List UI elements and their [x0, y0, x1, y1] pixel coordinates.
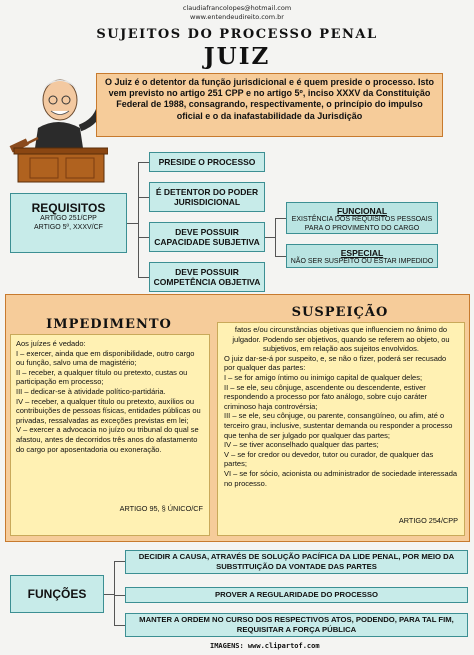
funcional-box: [286, 202, 438, 234]
funcao-item: MANTER A ORDEM NO CURSO DOS RESPECTIVOS ATOS, PODENDO, PARA TAL FIM, REQUISITAR A FORÇA PÚBLICA: [125, 613, 468, 637]
suspeicao-line: O juiz dar-se-á por suspeito, e, se não o fizer, poderá ser recusado por qualquer das partes:: [224, 353, 447, 373]
suspeicao-line: III – se ele, seu cônjuge, ou parente, consangüíneo, ou afim, até o terceiro grau, inclusive, sustentar demanda ou responder a processo que tenha de ser julgado por qualquer das partes;: [224, 411, 453, 440]
funcional-text: EXISTÊNCIA DOS REQUISITOS PESSOAIS PARA O PROVIMENTO DO CARGO: [291, 216, 433, 232]
requisito-item: DEVE POSSUIR COMPETÊNCIA OBJETIVA: [149, 262, 265, 292]
intro-text: O Juiz é o detentor da função jurisdicional e é quem preside o processo. Isto vem previsto no artigo 251 CPP e no artigo 5º, inciso XXXV da Constituição Federal de 1988, consagrando, respectivamente, o princípio do impulso oficial e o da inafastabilidade da Jurisdição: [104, 77, 435, 121]
page-title: SUJEITOS DO PROCESSO PENAL: [96, 27, 378, 42]
author-email: claudiafrancolopes@hotmail.com: [182, 4, 292, 12]
requisitos-box: [10, 193, 127, 253]
funcional-title: FUNCIONAL: [336, 206, 388, 216]
impedimento-line: IV – receber, a qualquer título ou pretexto, auxílios ou contribuições de pessoas físicas, entidades públicas ou privadas, ressalvadas as exceções previstas em lei;: [16, 396, 201, 425]
impedimento-line: V – exercer a advocacia no juízo ou tribunal do qual se afastou, antes de decorridos três anos do afastamento do cargo por aposentadoria ou exoneração.: [16, 425, 199, 454]
funcao-item: PROVER A REGULARIDADE DO PROCESSO: [125, 587, 468, 603]
suspeicao-line: I – se for amigo íntimo ou inimigo capital de qualquer deles;: [224, 372, 423, 382]
suspeicao-box: [217, 322, 465, 536]
especial-box: [286, 244, 438, 268]
image-credits: IMAGENS: www.clipartof.com: [210, 642, 320, 650]
requisitos-line-1: ARTIGO 251/CPP: [40, 215, 97, 222]
funcao-item: DECIDIR A CAUSA, ATRAVÉS DE SOLUÇÃO PACÍFICA DA LIDE PENAL, POR MEIO DA SUBSTITUIÇÃO DA VONTADE DAS PARTES: [125, 550, 468, 574]
intro-box: [96, 73, 443, 137]
impedimento-text: [11, 335, 209, 458]
suspeicao-line: IV – se tiver aconselhado qualquer das partes;: [224, 440, 379, 450]
requisitos-title: REQUISITOS: [31, 201, 106, 215]
suspeicao-footer: ARTIGO 254/CPP: [398, 516, 458, 525]
requisito-item: PRESIDE O PROCESSO: [149, 152, 265, 172]
author-website: www.entendeudireito.com.br: [190, 13, 284, 21]
impedimento-box: [10, 334, 210, 536]
suspeicao-line: II – se ele, seu cônjuge, ascendente ou descendente, estiver respondendo a processo por fato análogo, sobre cujo caráter criminoso haja controvérsia;: [224, 382, 428, 411]
impedimento-line: I – exercer, ainda que em disponibilidade, outro cargo ou função, salvo uma de magistério;: [16, 348, 195, 368]
impedimento-title: IMPEDIMENTO: [46, 317, 172, 332]
requisito-item: DEVE POSSUIR CAPACIDADE SUBJETIVA: [149, 222, 265, 252]
impedimento-line: III – dedicar-se à atividade político-partidária.: [16, 386, 166, 396]
suspeicao-intro: fatos e/ou circunstâncias objetivas que influenciem no ânimo do julgador. Podendo ser objetivos, quando se referem ao objeto, ou subjetivos, em relação aos sujeitos envolvidos.: [232, 325, 450, 354]
suspeicao-title: SUSPEIÇÃO: [291, 305, 389, 320]
funcoes-title: FUNÇÕES: [27, 587, 87, 601]
requisitos-line-2: ARTIGO 5º, XXXV/CF: [34, 223, 103, 231]
impedimento-line: Aos juízes é vedado:: [16, 339, 86, 348]
requisito-item: É DETENTOR DO PODER JURISDICIONAL: [149, 182, 265, 212]
judge-illustration: [8, 58, 108, 183]
especial-title: ESPECIAL: [340, 248, 384, 258]
suspeicao-line: VI – se for sócio, acionista ou administrador de sociedade interessada no processo.: [224, 468, 458, 488]
impedimento-footer: ARTIGO 95, § ÚNICO/CF: [119, 504, 203, 513]
page-subtitle: JUIZ: [203, 43, 271, 70]
suspeicao-line: V – se for credor ou devedor, tutor ou curador, de qualquer das partes;: [224, 449, 434, 469]
especial-text: NÃO SER SUSPEITO OU ESTAR IMPEDIDO: [290, 258, 434, 265]
funcoes-box: [10, 575, 104, 613]
impedimento-line: II – receber, a qualquer título ou pretexto, custas ou participação em processo;: [16, 367, 188, 387]
